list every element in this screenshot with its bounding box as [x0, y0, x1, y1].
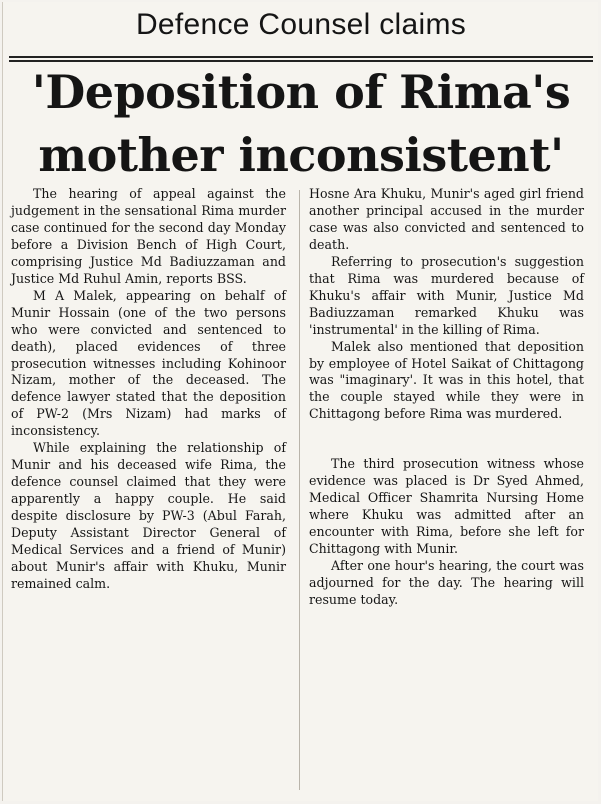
heading-rule-top — [9, 56, 593, 58]
paragraph: The hearing of appeal against the judgement in the sensational Rima murder case continued for the second day Monday before a Division Bench of High Court, comprising Justice Md Badiuzzaman and Justice Md Ruhul Amin, reports BSS. — [11, 186, 286, 286]
paragraph: Referring to prosecution's suggestion that Rima was murdered because of Khuku's affair with Munir, Justice Md Badiuzzaman remarked Khuku was 'instrumental' in the killing of Rima. — [309, 253, 584, 337]
heading-rule-bottom — [9, 60, 593, 62]
paragraph: Malek also mentioned that deposition by employee of Hotel Saikat of Chittagong was "imaginary'. It was in this hotel, that the couple stayed while they were in Chittagong before Rima was murdered. — [309, 338, 584, 422]
column-divider — [299, 190, 300, 790]
kicker-heading: Defence Counsel claims — [135, 8, 467, 41]
paragraph: Hosne Ara Khuku, Munir's aged girl friend another principal accused in the murder case was also convicted and sentenced to death. — [309, 186, 584, 252]
paragraph: The third prosecution witness whose evidence was placed is Dr Syed Ahmed, Medical Officer Shamrita Nursing Home where Khuku was admitted after an encounter with Rima, before she left for Chittagong with Munir. — [309, 456, 584, 557]
article-column-right — [309, 186, 584, 609]
headline-line-2: mother inconsistent' — [38, 128, 564, 182]
paragraph: While explaining the relationship of Munir and his deceased wife Rima, the defence counsel claimed that they were apparently a happy couple. He said despite disclosure by PW-3 (Abul Farah, Deputy Assistant Director General of Medical Services and a friend of Munir) about Munir's affair with Khuku, Munir remained calm. — [11, 440, 286, 591]
newspaper-clipping — [2, 2, 598, 801]
article-column-left — [11, 186, 286, 593]
headline-line-1: 'Deposition of Rima's — [31, 65, 571, 119]
paragraph: M A Malek, appearing on behalf of Munir Hossain (one of the two persons who were convicted and sentenced to death), placed evidences of three prosecution witnesses including Kohinoor Nizam, mother of the deceased. The defence lawyer stated that the deposition of PW-2 (Mrs Nizam) had marks of inconsistency. — [11, 287, 286, 439]
paragraph: After one hour's hearing, the court was adjourned for the day. The hearing will resume today. — [309, 558, 584, 607]
